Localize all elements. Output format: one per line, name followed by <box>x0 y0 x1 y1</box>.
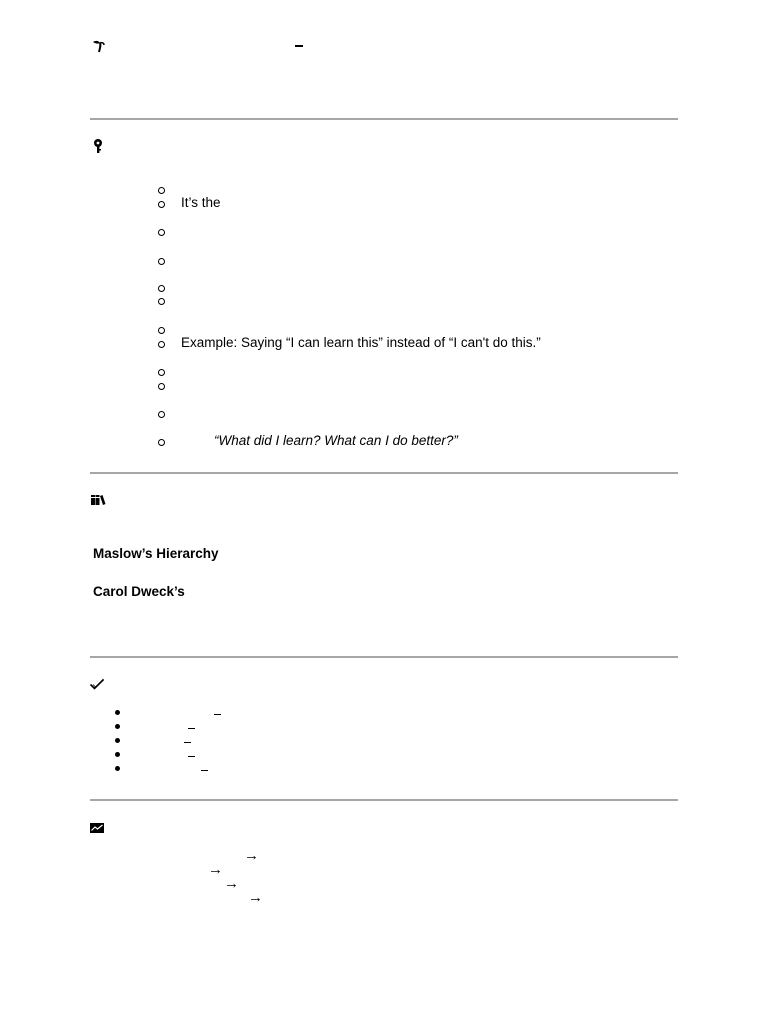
item-dash <box>201 770 208 771</box>
reference-maslow: Maslow’s Hierarchy <box>93 546 219 561</box>
list-bullet <box>115 710 120 715</box>
reflection-question: “What did I learn? What can I do better?” <box>214 433 458 448</box>
list-bullet <box>115 766 120 771</box>
item-dash <box>188 756 195 757</box>
list-bullet <box>158 411 165 418</box>
list-bullet <box>158 439 165 446</box>
divider <box>90 799 678 801</box>
divider <box>90 656 678 658</box>
list-bullet <box>158 369 165 376</box>
seedling-icon <box>90 38 106 54</box>
list-bullet <box>115 738 120 743</box>
list-bullet <box>158 341 165 348</box>
list-bullet <box>158 383 165 390</box>
list-bullet <box>158 285 165 292</box>
divider <box>90 472 678 474</box>
item-dash <box>184 742 191 743</box>
progression-arrow: → <box>208 861 223 878</box>
item-dash <box>188 728 195 729</box>
list-bullet <box>158 229 165 236</box>
key-icon <box>91 138 107 154</box>
reference-dweck: Carol Dweck’s <box>93 584 185 599</box>
list-bullet <box>158 187 165 194</box>
progression-arrow: → <box>244 847 259 864</box>
heading-dash <box>295 45 303 47</box>
trend-chart-icon <box>89 820 105 836</box>
item-dash <box>214 714 221 715</box>
checkmark-icon <box>89 676 105 692</box>
list-bullet <box>158 201 165 208</box>
list-item-text: Example: Saying “I can learn this” instead of “I can't do this.” <box>181 335 541 350</box>
progression-arrow: → <box>224 875 239 892</box>
list-bullet <box>158 298 165 305</box>
list-bullet <box>115 724 120 729</box>
list-bullet <box>158 258 165 265</box>
divider <box>90 118 678 120</box>
progression-arrow: → <box>248 889 263 906</box>
list-bullet <box>158 327 165 334</box>
books-icon <box>90 492 106 508</box>
list-item-text: It’s the <box>181 195 221 210</box>
list-bullet <box>115 752 120 757</box>
